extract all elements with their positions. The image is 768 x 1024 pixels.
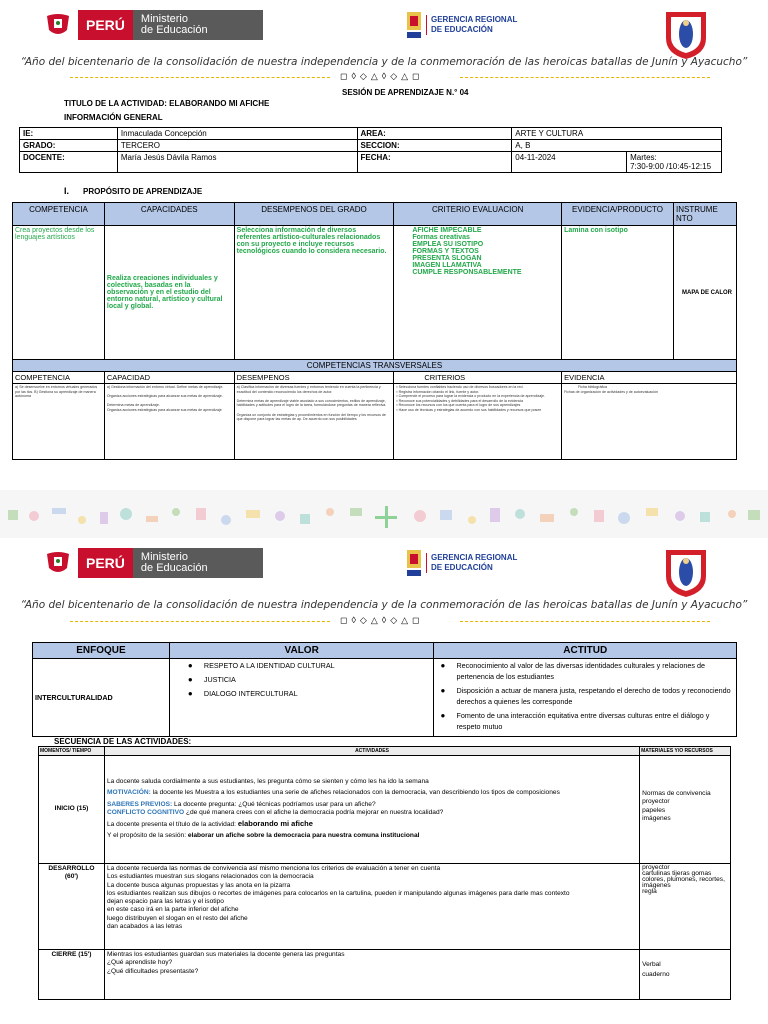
motto-text: “Año del bicentenario de la consolidación de nuestra independencia y de la conmemoración de las heroicas batallas de Junín y Ayacucho”	[20, 56, 748, 68]
col-materiales: MATERIALES Y/O RECURSOS	[640, 747, 731, 756]
docente-value: María Jesús Dávila Ramos	[117, 152, 357, 173]
motto-text: “Año del bicentenario de la consolidación de nuestra independencia y de la conmemoración de las heroicas batallas de Junín y Ayacucho”	[20, 599, 748, 611]
actitud-cell	[434, 659, 737, 737]
t-criterio-item: ▪ Reconoce los recursos con los que cuenta para el logro de sus aprendizajes	[396, 403, 559, 408]
area-label: AREA:	[357, 128, 512, 140]
divider-left	[70, 77, 330, 78]
t-criterio-item: ▪ Reconoce sus potencialidades y debilidades para el desarrollo de la evidencia	[396, 399, 559, 404]
purpose-header-row	[13, 203, 737, 226]
page-separator-band	[0, 490, 768, 538]
cierre-moment: CIERRE (15')	[39, 950, 105, 1000]
gerencia-line2: DE EDUCACIÓN	[431, 25, 493, 34]
t-capacidad-item: Organiza acciones estratégicas para alcanzar sus metas de aprendizaje	[106, 407, 222, 412]
titulo-text: elaborando mi afiche	[237, 819, 313, 829]
purpose-heading-text: PROPÓSITO DE APRENDIZAJE	[83, 187, 203, 196]
gerencia-emblem-icon	[405, 10, 423, 40]
t-capacidad-item: Organiza acciones estratégicas para alcanzar sus metas de aprendizaje.	[106, 394, 223, 399]
col-instrumento: INSTRUME NTO	[674, 203, 737, 226]
actitud-item: ● Disposición a actuar de manera justa, respetando el derecho de todos y reconociendo derechos a quienes les corresponde	[436, 685, 734, 707]
gerencia-line1: GERENCIA REGIONAL	[431, 553, 518, 562]
ministerio-line2: de Educación	[140, 24, 208, 36]
document-page-1	[0, 0, 768, 490]
capacidades-cell: Realiza creaciones individuales y colectivas, basadas en la observación y en el estudio del entorno natural, artístico y cultural local y global.	[104, 226, 234, 360]
purpose-row	[13, 226, 737, 360]
divider-right	[460, 77, 710, 78]
t-criterios-cell	[394, 384, 562, 460]
material-item: Verbal	[642, 961, 661, 968]
minedu-logo	[38, 548, 278, 578]
t-col-evidencia: EVIDENCIA	[562, 372, 737, 384]
saberes-line	[107, 801, 637, 809]
col-valor: VALOR	[169, 643, 434, 659]
gerencia-emblem-icon	[405, 548, 423, 578]
t-competencia-cell: a) Se desenvuelve en entornos virtuales generados por las tics. B) Gestiona su aprendizaje de manera autónoma	[13, 384, 105, 460]
ie-value: Inmaculada Concepción	[117, 128, 357, 140]
sequence-title: SECUENCIA DE LAS ACTIVIDADES:	[54, 737, 192, 746]
t-evidencia-cell	[562, 384, 737, 460]
t-capacidad-item: a) Gestiona información del entorno virtual. Define metas de aprendizaje.	[106, 385, 224, 389]
proposito-line	[107, 832, 637, 840]
criterio-item: Formas creativas	[412, 234, 470, 241]
t-criterio-item: ▪ Registra información citando el link, fuente y autor.	[396, 390, 559, 395]
t-col-capacidad: CAPACIDAD	[104, 372, 234, 384]
ministerio-line1: Ministerio	[140, 13, 188, 25]
gerencia-line1: GERENCIA REGIONAL	[431, 15, 518, 24]
conflicto-line	[107, 809, 637, 817]
page-header	[0, 538, 768, 594]
desempenos-cell: Selecciona información de diversos referentes artístico-culturales relacionados con su proyecto e incluye recursos tecnológicos cuando lo considera necesario.	[234, 226, 394, 360]
divider-left	[70, 621, 330, 622]
horario-cell	[627, 152, 722, 173]
t-criterio-item: ▪ Selecciona fuentes confiables haciendo uso de diversos buscadores en la red.	[396, 385, 559, 390]
shape-ornament: ◻◊◇△◊◇△◻	[340, 71, 424, 81]
grado-value: TERCERO	[117, 140, 357, 152]
t-criterio-item: ▪ Comprende el proceso para lograr la evidencia o producto en la experiencia de aprendizaje.	[396, 394, 559, 399]
general-info-heading: INFORMACIÓN GENERAL	[64, 113, 163, 122]
inicio-row	[39, 756, 731, 864]
criterio-item: PRESENTA SLOGAN	[412, 255, 482, 262]
general-info-table	[19, 127, 722, 173]
gerencia-logo	[405, 10, 517, 40]
desarrollo-line: Los estudiantes muestran sus slogans relacionados con la democracia	[106, 873, 314, 881]
seccion-label: SECCION:	[357, 140, 512, 152]
divider-right	[460, 621, 710, 622]
activity-title: TITULO DE LA ACTIVIDAD: ELABORANDO MI AFICHE	[64, 99, 270, 108]
inicio-moment: INICIO (15)	[39, 756, 105, 864]
col-momentos: MOMENTOS/ TIEMPO	[39, 747, 105, 756]
material-item: proyector	[642, 864, 670, 871]
material-item: papeles	[642, 806, 666, 814]
saberes-text: La docente pregunta: ¿Qué técnicas podríamos usar para un afiche?	[172, 800, 376, 808]
fecha-value: 04-11-2024	[512, 152, 627, 173]
desarrollo-line: dan acabados a las letras	[106, 923, 183, 931]
shape-ornament: ◻◊◇△◊◇△◻	[340, 615, 424, 625]
enfoque-row	[33, 659, 737, 737]
enfoque-table	[32, 642, 737, 737]
ie-label: IE:	[20, 128, 118, 140]
dia-label: Martes:	[630, 153, 657, 162]
competencia-cell: Crea proyectos desde los lenguajes artísticos	[13, 226, 105, 360]
gerencia-line2: DE EDUCACIÓN	[431, 563, 493, 572]
proposito-text: elaborar un afiche sobre la democracia para nuestra comuna institucional	[187, 832, 420, 840]
criterio-item: CUMPLE RESPONSABLEMENTE	[412, 269, 522, 276]
material-item: proyector	[642, 798, 670, 806]
transversal-header-row	[13, 372, 737, 384]
t-col-criterios: CRITERIOS	[394, 372, 562, 384]
desarrollo-row	[39, 864, 731, 950]
info-row-ie	[20, 128, 722, 140]
t-desempenos-cell	[234, 384, 394, 460]
peru-seal-icon	[38, 10, 78, 40]
material-item: cuaderno	[642, 971, 670, 978]
cierre-line: Mientras los estudiantes guardan sus materiales la docente genera las preguntas	[106, 951, 345, 958]
horario-value: 7:30-9:00 /10:45-12:15	[630, 162, 712, 171]
titulo-line	[107, 820, 637, 829]
valor-item: ● DIALOGO INTERCULTURAL	[184, 688, 432, 699]
minedu-logo	[38, 10, 278, 40]
area-value: ARTE Y CULTURA	[512, 128, 722, 140]
t-evidencia-item: Fichas de organización de actividades y de autoevaluación	[564, 389, 658, 394]
material-item: Normas de convivencia	[642, 790, 711, 797]
actitud-item: ● Reconocimiento al valor de las diversas identidades culturales y relaciones de pertenencia de los estudiantes	[436, 660, 734, 682]
criterio-item: FORMAS Y TEXTOS	[412, 248, 479, 255]
cierre-line: ¿Qué aprendiste hoy?	[106, 959, 173, 967]
info-row-docente	[20, 152, 722, 173]
transversal-row	[13, 384, 737, 460]
transversal-title: COMPETENCIAS TRANSVERSALES	[13, 360, 737, 372]
enfoque-cell: INTERCULTURALIDAD	[33, 659, 170, 737]
col-evidencia: EVIDENCIA/PRODUCTO	[562, 203, 674, 226]
t-capacidad-item: Determina metas de aprendizaje.	[106, 403, 160, 408]
material-item: regla	[642, 888, 657, 895]
saberes-label: SABERES PREVIOS:	[106, 800, 173, 808]
proposito-pre: Y el propósito de la sesión:	[106, 832, 188, 840]
ministerio-label	[133, 10, 263, 40]
conflicto-text: ¿de qué manera crees con el afiche la democracia podría mejorar en nuestra localidad?	[184, 808, 444, 816]
inicio-materials	[640, 756, 731, 864]
cierre-activities	[104, 950, 639, 1000]
col-actividades: ACTIVIDADES	[104, 747, 639, 756]
peru-label: PERÚ	[78, 548, 133, 578]
seccion-value: A, B	[512, 140, 722, 152]
purpose-heading	[64, 186, 202, 196]
t-col-desempenos: DESEMPENOS	[234, 372, 394, 384]
sequence-table	[38, 746, 731, 1000]
document-page-2	[0, 538, 768, 1024]
col-enfoque: ENFOQUE	[33, 643, 170, 659]
actitud-item: ● Fomento de una interacción equitativa entre diversas culturas entre el diálogo y respeto mutuo	[436, 710, 734, 732]
criterio-item: IMAGEN LLAMATIVA	[412, 262, 482, 269]
t-col-competencia: COMPETENCIA	[13, 372, 105, 384]
t-capacidad-cell	[104, 384, 234, 460]
desarrollo-line: La docente recuerda las normas de convivencia así mismo menciona los criterios de evaluación a tener en cuenta	[106, 865, 441, 872]
valor-cell	[169, 659, 434, 737]
col-competencia: COMPETENCIA	[13, 203, 105, 226]
motivacion-text: la docente les Muestra a los estudiantes una serie de afiches relacionados con la democracia, van describiendo los tipos de composiciones	[150, 789, 560, 797]
criterios-cell	[394, 226, 562, 360]
desarrollo-materials	[640, 864, 731, 950]
valor-item: ● JUSTICIA	[184, 674, 432, 685]
desarrollo-line: La docente busca algunas propuestas y las anota en la pizarra	[106, 881, 291, 889]
purpose-table	[12, 202, 737, 460]
motivacion-line	[107, 789, 637, 797]
col-capacidades: CAPACIDADES	[104, 203, 234, 226]
t-evidencia-item: Ficha bibliográfica	[578, 385, 608, 389]
inicio-saludo: La docente saluda cordialmente a sus estudiantes, les pregunta cómo se sienten y cómo les ha ido la semana	[106, 778, 429, 785]
docente-label: DOCENTE:	[20, 152, 118, 173]
evidencia-cell: Lamina con isotipo	[562, 226, 674, 360]
t-desempeno-item: Organiza un conjunto de estrategias y procedimientos en función del tiempo y los recursos de que dispone para lograr las metas de ap. De acuerdo con sus posibilidades	[236, 412, 386, 422]
info-row-grado	[20, 140, 722, 152]
confetti-decoration	[0, 504, 768, 530]
cierre-line: ¿Qué dificultades presentaste?	[106, 967, 199, 975]
conflicto-label: CONFLICTO COGNITIVO	[106, 808, 185, 816]
gerencia-logo	[405, 548, 517, 578]
grado-label: GRADO:	[20, 140, 118, 152]
desarrollo-line: los estudiantes realizan sus dibujos o recortes de imágenes para colocarlos en la cartulina, pueden ir manipulando algunas imágenes para darle mas contexto	[106, 889, 570, 897]
cierre-materials	[640, 950, 731, 1000]
t-desempeno-item: Determina metas de aprendizaje viable asociado a sus conocimientos, estilos de aprendizaje, habilidades y actitudes para el logro de la tarea, formulándose preguntas de manera reflexiva.	[236, 398, 387, 408]
cierre-row	[39, 950, 731, 1000]
criterio-item: EMPLEA SU ISOTIPO	[412, 241, 484, 248]
ministerio-line2: de Educación	[140, 562, 208, 574]
col-desempenos: DESEMPENOS DEL GRADO	[234, 203, 394, 226]
t-desempeno-item: a) Clasifica información de diversas fuentes y entornos teniendo en cuenta la pertinencia y exactitud del contenido reconociendo los derechos de autor.	[236, 385, 381, 394]
transversal-title-row	[13, 360, 737, 372]
desarrollo-line: luego distribuyen el slogan en el resto del afiche	[106, 914, 248, 922]
enfoque-header-row	[33, 643, 737, 659]
school-shield-icon	[662, 546, 710, 598]
instrumento-cell: MAPA DE CALOR	[674, 226, 737, 360]
purpose-heading-number: I.	[64, 186, 70, 196]
desarrollo-moment: DESARROLLO (60')	[39, 864, 105, 950]
fecha-label: FECHA:	[357, 152, 512, 173]
ministerio-label	[133, 548, 263, 578]
session-title: SESIÓN DE APRENDIZAJE N.° 04	[342, 88, 469, 97]
col-actitud: ACTITUD	[434, 643, 737, 659]
valor-item: ● RESPETO A LA IDENTIDAD CULTURAL	[184, 660, 432, 671]
col-criterio: CRITERIO EVALUACION	[394, 203, 562, 226]
desarrollo-line: dejan espacio para las letras y el isotipo	[106, 898, 224, 906]
desarrollo-activities	[104, 864, 639, 950]
desarrollo-line: en este caso irá en la parte inferior del afiche	[106, 906, 239, 914]
t-criterio-item: ▪ Hace uso de técnicas y estrategias de acuerdo con sus habilidades y recursos que posee	[396, 408, 559, 413]
inicio-activities	[104, 756, 639, 864]
school-shield-icon	[662, 8, 710, 60]
sequence-header-row	[39, 747, 731, 756]
ministerio-line1: Ministerio	[140, 551, 188, 563]
material-item: imágenes	[642, 814, 671, 822]
titulo-pre: La docente presenta el título de la actividad:	[106, 821, 238, 829]
material-item: cartulinas tijeras gomas colores, plumones, recortes, imágenes	[642, 870, 725, 889]
peru-seal-icon	[38, 548, 78, 578]
peru-label: PERÚ	[78, 10, 133, 40]
motivacion-label: MOTIVACIÓN:	[106, 789, 151, 797]
page-header	[0, 0, 768, 56]
criterio-item: AFICHE IMPECABLE	[412, 227, 482, 234]
